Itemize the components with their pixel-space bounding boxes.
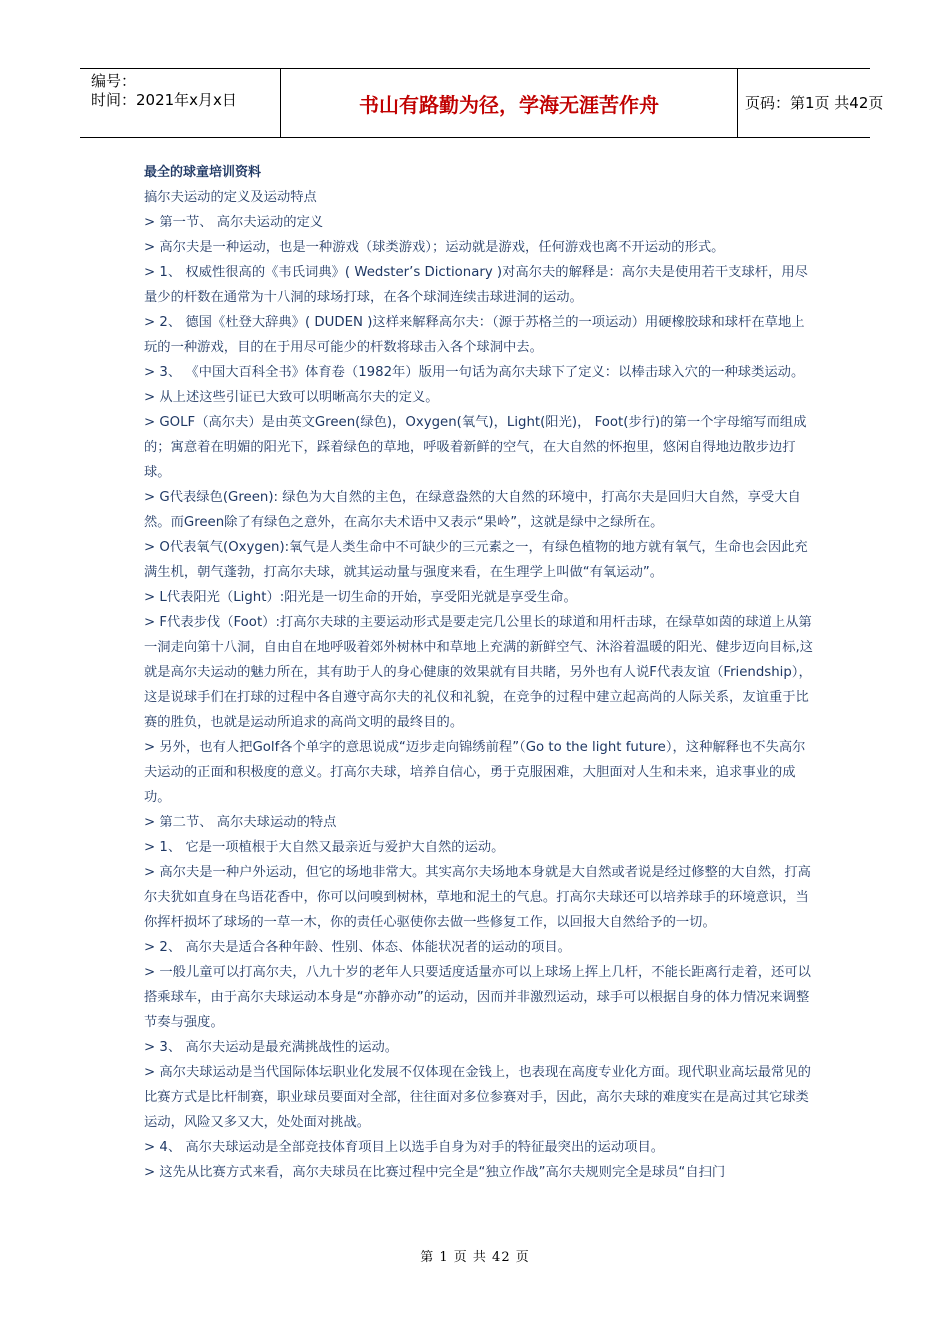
paragraph: > F代表步伐（Foot）:打高尔夫球的主要运动形式是要走完几公里长的球道和用杆击球，在绿草如茵的球道上从第一洞走向第十八洞，自由自在地呼吸着郊外树林中和草地上充满的新鲜空气、沐浴着温暖的阳光、健步迈向目标,这就是高尔夫运动的魅力所在，其有助于人的身心健康的效果就有目共睹，另外也有人说F代表友谊（Friendship），这是说球手们在打球的过程中各自遵守高尔夫的礼仪和礼貌，在竞争的过程中建立起高尚的人际关系，友谊重于比赛的胜负，也就是运动所追求的高尚文明的最终目的。: [144, 615, 814, 730]
paragraph: > 另外，也有人把Golf各个单字的意思说成“迈步走向锦绣前程”（Go to the light future），这种解释也不失高尔夫运动的正面和积极度的意义。打高尔夫球，培养自信心，勇于克服困难，大胆面对人生和未来，追求事业的成功。: [144, 740, 806, 805]
page-footer: 第 1 页 共 42 页: [420, 1250, 530, 1265]
paragraph: > 从上述这些引证已大致可以明晰高尔夫的定义。: [144, 390, 439, 405]
paragraph: > 高尔夫球运动是当代国际体坛职业化发展不仅体现在金钱上，也表现在高度专业化方面。现代职业高坛最常见的比赛方式是比杆制赛，职业球员要面对全部，往往面对多位参赛对手，因此，高尔夫球的难度实在是高过其它球类运动，风险又多又大，处处面对挑战。: [144, 1065, 811, 1130]
paragraph: > L代表阳光（Light）:阳光是一切生命的开始，享受阳光就是享受生命。: [144, 590, 577, 605]
paragraph: > 2、 高尔夫是适合各种年龄、性别、体态、体能状况者的运动的项目。: [144, 940, 571, 955]
paragraph: > 1、 权威性很高的《韦氏词典》( Wedster’s Dictionary )对高尔夫的解释是：高尔夫是使用若干支球杆，用尽量少的杆数在通常为十八洞的球场打球，在各个球洞连续击球进洞的运动。: [144, 265, 808, 305]
header-table: [80, 68, 884, 138]
document-title: 最全的球童培训资料: [144, 165, 262, 180]
paragraph: > 4、 高尔夫球运动是全部竞技体育项目上以选手自身为对手的特征最突出的运动项目。: [144, 1140, 665, 1155]
header-left-cell: [80, 69, 280, 137]
paragraph: > 第二节、 高尔夫球运动的特点: [144, 815, 337, 830]
paragraph: > 高尔夫是一种运动，也是一种游戏（球类游戏）；运动就是游戏，任何游戏也离不开运动的形式。: [144, 240, 725, 255]
paragraph: > 一般儿童可以打高尔夫，八九十岁的老年人只要适度适量亦可以上球场上挥上几杆，不能长距离行走着，还可以搭乘球车，由于高尔夫球运动本身是“亦静亦动”的运动，因而并非激烈运动，球手可以根据自身的体力情况来调整节奏与强度。: [144, 965, 811, 1030]
header-motto-cell: [280, 69, 738, 137]
document-date-label: 时间：2021年x月x日: [91, 91, 237, 109]
header-page-cell: [737, 69, 884, 137]
header-page-info: 页码：第1页 共42页: [745, 94, 884, 112]
paragraph: 搞尔夫运动的定义及运动特点: [144, 190, 317, 205]
paragraph: > O代表氧气(Oxygen):氧气是人类生命中不可缺少的三元素之一，有绿色植物的地方就有氧气，生命也会因此充满生机，朝气蓬勃，打高尔夫球，就其运动量与强度来看，在生理学上叫做“有氧运动”。: [144, 540, 808, 580]
paragraph: > 1、 它是一项植根于大自然又最亲近与爱护大自然的运动。: [144, 840, 505, 855]
paragraph: > 3、 《中国大百科全书》体育卷（1982年）版用一句话为高尔夫球下了定义：以棒击球入穴的一种球类运动。: [144, 365, 805, 380]
paragraph: > 第一节、 高尔夫运动的定义: [144, 215, 324, 230]
document-number-label: 编号：: [91, 72, 137, 90]
paragraph: > GOLF（高尔夫）是由英文Green(绿色)，Oxygen(氧气)，Light(阳光)， Foot(步行)的第一个字母缩写而组成的；寓意着在明媚的阳光下，踩着绿色的草地，呼吸着新鲜的空气，在大自然的怀抱里，悠闲自得地边散步边打球。: [144, 415, 807, 480]
paragraph: > 3、 高尔夫运动是最充满挑战性的运动。: [144, 1040, 399, 1055]
header-motto: 书山有路勤为径，学海无涯苦作舟: [359, 93, 659, 117]
document-body: [144, 160, 814, 1185]
paragraph: > 2、 德国《杜登大辞典》( DUDEN )这样来解释高尔夫：（源于苏格兰的一项运动）用硬橡胶球和球杆在草地上玩的一种游戏，目的在于用尽可能少的杆数将球击入各个球洞中去。: [144, 315, 805, 355]
paragraph: > 高尔夫是一种户外运动，但它的场地非常大。其实高尔夫场地本身就是大自然或者说是经过修整的大自然，打高尔夫犹如直身在鸟语花香中，你可以问嗅到树林，草地和泥土的气息。打高尔夫球还可以培养球手的环境意识，当你挥杆损坏了球场的一草一木，你的责任心驱使你去做一些修复工作，以回报大自然给予的一切。: [144, 865, 811, 930]
paragraph: > G代表绿色(Green): 绿色为大自然的主色，在绿意盎然的大自然的环境中，打高尔夫是回归大自然，享受大自然。而Green除了有绿色之意外，在高尔夫术语中又表示“果岭”，这就是绿中之绿所在。: [144, 490, 801, 530]
paragraph: > 这先从比赛方式来看，高尔夫球员在比赛过程中完全是“独立作战”高尔夫规则完全是球员“自扫门: [144, 1165, 726, 1180]
